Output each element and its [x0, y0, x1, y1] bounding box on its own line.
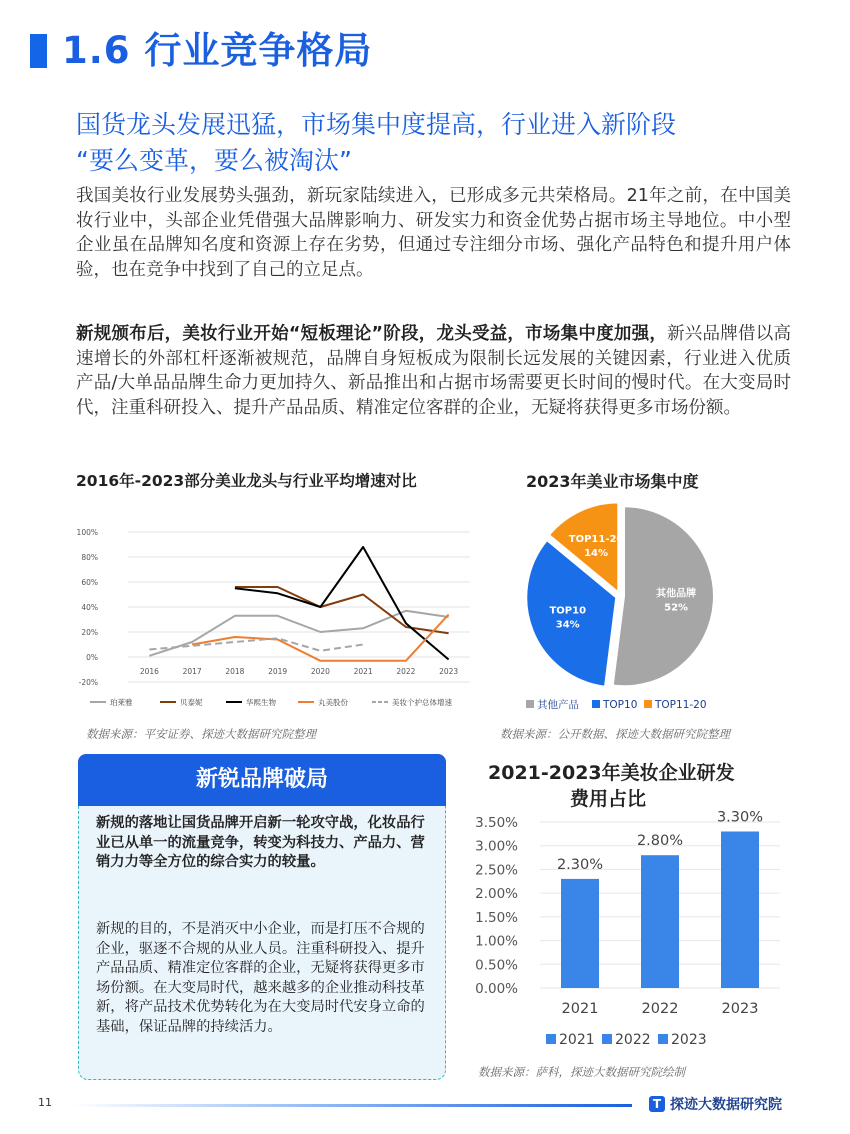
line-chart-ytick-label: 40%	[81, 603, 98, 612]
line-legend-label-4: 美妆个护总体增速	[392, 698, 452, 707]
bar-legend-swatch-2	[658, 1034, 668, 1044]
pie-legend-label-1: TOP10	[603, 699, 638, 711]
bar-chart-ytick-label: 0.00%	[475, 981, 518, 997]
bar-legend-label-2: 2023	[671, 1032, 707, 1048]
line-chart-xtick-label: 2020	[310, 667, 330, 676]
bar-value-label: 2.30%	[556, 856, 604, 873]
title-accent-bar	[30, 34, 47, 68]
pie-slice-value-0: 52%	[664, 602, 689, 614]
bar-value-label: 2.80%	[636, 833, 684, 850]
line-chart-ytick-label: 100%	[76, 528, 98, 537]
page-number: 11	[38, 1096, 52, 1109]
pie-legend-swatch-1	[592, 700, 600, 708]
market-concentration-pie-chart	[500, 500, 770, 718]
brand-logo-icon: T	[649, 1096, 665, 1112]
bar-chart-ytick-label: 1.00%	[475, 933, 518, 950]
line-chart-xtick-label: 2018	[225, 667, 245, 676]
line-legend-label-2: 华熙生物	[246, 698, 276, 707]
bar-chart-ytick-label: 3.50%	[475, 815, 518, 831]
pie-slice-label-1: TOP10	[549, 605, 587, 617]
line-series-1	[235, 587, 449, 633]
page-title: 1.6 行业竞争格局	[62, 29, 373, 72]
pie-slice-label-2: TOP11-20	[568, 534, 624, 546]
pie-slice-label-0: 其他品牌	[656, 588, 697, 600]
bar-chart-ytick-label: 1.50%	[475, 909, 518, 926]
line-chart-xtick-label: 2019	[268, 667, 288, 676]
line-chart-title: 2016年-2023部分美业龙头与行业平均增速对比	[76, 472, 417, 490]
footer-brand: 探迹大数据研究院	[670, 1097, 782, 1113]
line-chart-xtick-label: 2017	[182, 667, 202, 676]
pie-slice-value-1: 34%	[555, 619, 580, 631]
bar-2022	[641, 855, 679, 988]
bar-xtick-label: 2022	[641, 1001, 679, 1017]
line-chart-xtick-label: 2016	[139, 667, 159, 676]
regulation-paragraph	[76, 322, 791, 421]
bar-chart-source: 数据来源：萨科，探迹大数据研究院绘制	[478, 1065, 685, 1079]
bar-chart-title-line-2: 费用占比	[570, 788, 647, 810]
line-chart-xtick-label: 2023	[439, 667, 459, 676]
pie-chart-title: 2023年美业市场集中度	[526, 472, 699, 491]
line-chart-source: 数据来源：平安证券、探迹大数据研究院整理	[86, 727, 316, 741]
pie-legend-label-0: 其他产品	[537, 699, 579, 711]
bar-xtick-label: 2021	[561, 1001, 599, 1017]
line-chart-ytick-label: 80%	[81, 553, 98, 562]
regulation-paragraph-rest: 新兴品牌借以高速增长的外部杠杆逐渐被规范，品牌自身短板成为限制长远发展的关键因素，行业进入优质产品/大单品品牌生命力更加持久、新品推出和占据市场需要更长时间的慢时代。在大变局时代，注重科研投入、提升产品品质、精准定位客群的企业，无疑将获得更多市场份额。	[76, 324, 791, 419]
rnd-expense-bar-chart	[462, 800, 792, 1054]
callout-heading: 新锐品牌破局	[78, 754, 446, 806]
pie-legend-swatch-2	[644, 700, 652, 708]
bar-chart-ytick-label: 2.00%	[475, 886, 518, 903]
subtitle-line-1: 国货龙头发展迅猛，市场集中度提高，行业进入新阶段	[76, 110, 677, 139]
bar-2023	[721, 831, 759, 988]
line-chart-ytick-label: 20%	[81, 628, 98, 637]
bar-xtick-label: 2023	[721, 1001, 759, 1017]
pie-legend-swatch-0	[526, 700, 534, 708]
intro-paragraph: 我国美妆行业发展势头强劲，新玩家陆续进入，已形成多元共荣格局。21年之前，在中国美妆行业中，头部企业凭借强大品牌影响力、研发实力和资金优势占据市场主导地位。中小型企业虽在品牌知名度和资源上存在劣势，但通过专注细分市场、强化产品特色和提升用户体验，也在竞争中找到了自己的立足点。	[76, 186, 791, 281]
line-legend-label-0: 珀莱雅	[110, 698, 133, 707]
subtitle-line-2: “要么变革，要么被淘汰”	[76, 146, 352, 175]
bar-chart-ytick-label: 2.50%	[475, 862, 518, 879]
line-series-3	[192, 615, 449, 661]
line-chart-ytick-label: 60%	[81, 578, 98, 587]
bar-legend-swatch-1	[602, 1034, 612, 1044]
pie-chart-source: 数据来源：公开数据、探迹大数据研究院整理	[500, 727, 730, 741]
line-legend-label-1: 贝泰妮	[180, 698, 203, 707]
line-legend-label-3: 丸美股份	[318, 698, 348, 707]
footer-divider	[72, 1104, 632, 1107]
pie-legend-label-2: TOP11-20	[655, 699, 707, 711]
line-chart-ytick-label: -20%	[78, 678, 98, 687]
line-chart-xtick-label: 2021	[353, 667, 373, 676]
line-chart-ytick-label: 0%	[86, 653, 98, 662]
bar-2021	[561, 879, 599, 988]
bar-chart-ytick-label: 0.50%	[475, 957, 518, 974]
regulation-paragraph-bold: 新规颁布后，美妆行业开始“短板理论”阶段，龙头受益，市场集中度加强，	[76, 324, 668, 344]
pie-slice-value-2: 14%	[584, 548, 609, 560]
bar-chart-ytick-label: 3.00%	[475, 838, 518, 855]
bar-legend-label-1: 2022	[615, 1032, 651, 1048]
bar-legend-label-0: 2021	[559, 1032, 595, 1048]
line-series-2	[235, 547, 449, 660]
line-chart-xtick-label: 2022	[396, 667, 416, 676]
growth-line-chart	[70, 522, 480, 718]
callout-body-text: 新规的目的，不是消灭中小企业，而是打压不合规的企业，驱逐不合规的从业人员。注重科研投入、提升产品品质、精准定位客群的企业，无疑将获得更多市场份额。在大变局时代，越来越多的企业推动科技革新，将产品技术优势转化为在大变局时代安身立命的基础，保证品牌的持续活力。	[96, 921, 425, 1035]
bar-legend-swatch-0	[546, 1034, 556, 1044]
callout-bold-text: 新规的落地让国货品牌开启新一轮攻守战，化妆品行业已从单一的流量竞争，转变为科技力、产品力、营销力力等全方位的综合实力的较量。	[96, 815, 425, 870]
bar-value-label: 3.30%	[716, 809, 764, 826]
bar-chart-title-line-1: 2021-2023年美妆企业研发	[488, 762, 735, 784]
